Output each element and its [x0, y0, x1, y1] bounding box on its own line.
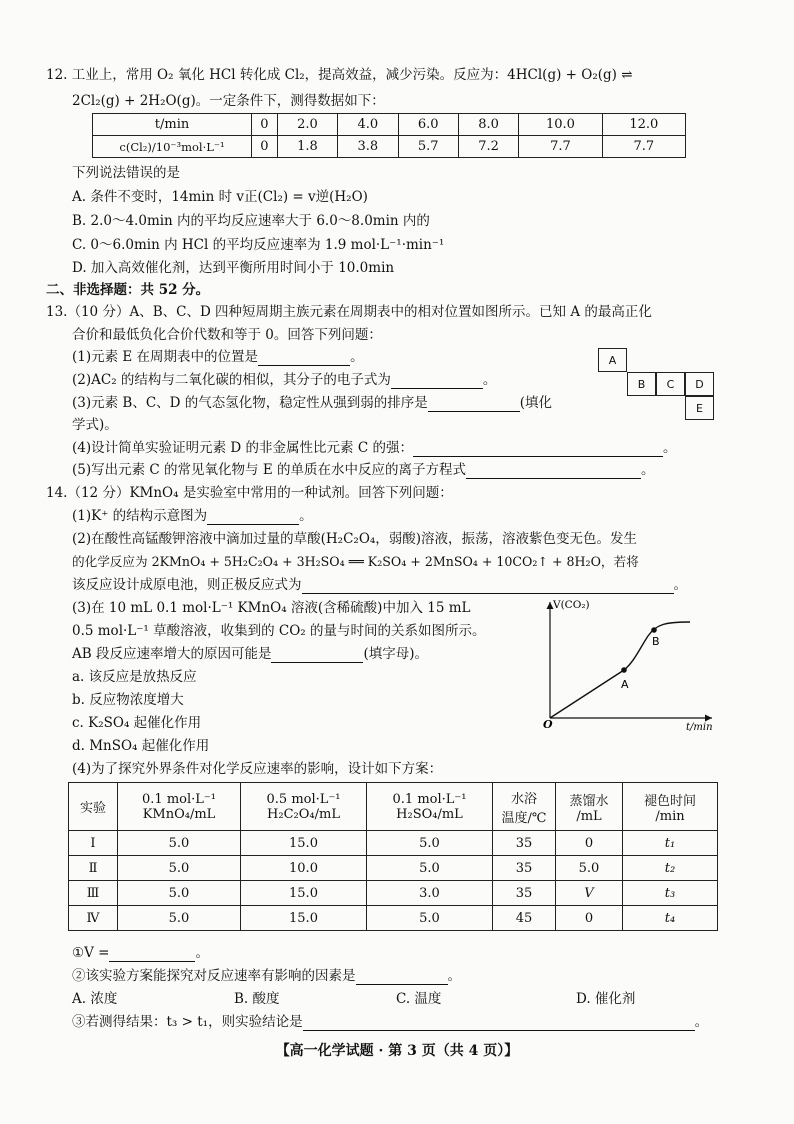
answer-blank[interactable]	[391, 374, 483, 389]
header-cell: 0.1 mol·L⁻¹ KMnO₄/mL	[118, 783, 241, 831]
point-b-marker	[651, 627, 657, 633]
q14-experiment-table	[68, 782, 718, 931]
table-cell: Ⅲ	[69, 881, 118, 906]
q13-part1-text: (1)元素 E 在周期表中的位置是	[72, 349, 259, 365]
table-cell: 15.0	[241, 906, 367, 931]
table-cell: 5.0	[118, 906, 241, 931]
q13-part3-suffix: (填化	[519, 395, 553, 411]
period: 。	[350, 349, 364, 365]
time-cell: 2.0	[277, 114, 337, 136]
conc-cell: 5.7	[398, 136, 458, 158]
table-cell: Ⅳ	[69, 906, 118, 931]
period: 。	[673, 577, 687, 593]
point-a-label: A	[621, 678, 629, 691]
header-cell: 实验	[69, 783, 118, 831]
q12-data-table	[92, 113, 686, 158]
table-cell: 0	[556, 831, 623, 856]
table-cell: t₄	[623, 906, 718, 931]
q14-part2-text: 该反应设计成原电池，则正极反应式为	[72, 577, 302, 593]
q12-question: 下列说法错误的是	[72, 165, 180, 181]
q14-part3-line1: (3)在 10 mL 0.1 mol·L⁻¹ KMnO₄ 溶液(含稀硫酸)中加入 15 mL	[72, 600, 471, 616]
q14-part3-line3	[72, 645, 428, 663]
table-cell: 15.0	[241, 881, 367, 906]
table-cell: 5.0	[367, 831, 493, 856]
co2-curve	[550, 622, 690, 718]
q14-part3-text: AB 段反应速率增大的原因可能是	[72, 646, 272, 662]
table-header-row	[69, 783, 718, 831]
q12-option-b: B. 2.0～4.0min 内的平均反应速率大于 6.0～8.0min 内的	[72, 213, 430, 229]
table-cell: t₃	[623, 881, 718, 906]
point-b-label: B	[652, 635, 660, 648]
q13-intro1: 13.（10 分）A、B、C、D 四种短周期主族元素在周期表中的相对位置如图所示。已知 A 的最高正化	[46, 304, 652, 320]
q13-part2-text: (2)AC₂ 的结构与二氧化碳的相似，其分子的电子式为	[72, 372, 391, 388]
table-cell: 10.0	[241, 856, 367, 881]
period: 。	[694, 1014, 709, 1030]
answer-blank[interactable]	[428, 397, 520, 412]
q14-part1	[72, 507, 313, 525]
answer-blank[interactable]	[466, 464, 641, 479]
conc-cell: 3.8	[338, 136, 398, 158]
period: 。	[447, 968, 461, 984]
table-cell: t₂	[623, 856, 718, 881]
conc-label-cell: c(Cl₂)/10⁻³mol·L⁻¹	[93, 136, 252, 158]
q14-sub2-option-c: C. 温度	[396, 991, 442, 1007]
period: 。	[299, 508, 313, 524]
q13-part1	[72, 348, 364, 366]
q12-time-row	[93, 114, 686, 136]
time-cell: 12.0	[602, 114, 685, 136]
period: 。	[482, 372, 497, 388]
conc-cell: 1.8	[277, 136, 337, 158]
header-cell: 褪色时间 /min	[623, 783, 718, 831]
section-header: 二、非选择题：共 52 分。	[46, 282, 210, 298]
conc-cell: 7.7	[519, 136, 602, 158]
table-row	[69, 881, 718, 906]
q13-part4	[72, 439, 676, 457]
table-row	[69, 856, 718, 881]
answer-blank[interactable]	[303, 1016, 695, 1031]
q14-part1-text: (1)K⁺ 的结构示意图为	[72, 508, 208, 524]
table-row	[69, 831, 718, 856]
point-a-marker	[621, 667, 627, 673]
table-cell: 5.0	[556, 856, 623, 881]
table-cell: Ⅰ	[69, 831, 118, 856]
q14-sub2-option-d: D. 催化剂	[576, 991, 636, 1007]
q13-part2	[72, 371, 496, 389]
q14-part2-line3	[72, 576, 687, 594]
answer-blank[interactable]	[302, 579, 674, 594]
header-cell: 蒸馏水 /mL	[556, 783, 623, 831]
answer-blank[interactable]	[271, 648, 363, 663]
q12-conc-row	[93, 136, 686, 158]
q14-part2-line1: (2)在酸性高锰酸钾溶液中滴加过量的草酸(H₂C₂O₄，弱酸)溶液，振荡，溶液紫色变无色。发生	[72, 531, 638, 547]
q13-intro2: 合价和最低负化合价代数和等于 0。回答下列问题：	[72, 327, 382, 343]
table-cell: 5.0	[367, 856, 493, 881]
q14-sub2-text: ②该实验方案能探究对反应速率有影响的因素是	[72, 968, 356, 984]
q13-part4-text: (4)设计简单实验证明元素 D 的非金属性比元素 C 的强：	[72, 440, 413, 456]
y-axis-label: V(CO₂)	[553, 599, 590, 611]
element-cell-d: D	[685, 372, 714, 396]
q13-part3-cont: 学式)。	[72, 417, 118, 433]
q14-sub2	[72, 967, 461, 985]
q14-part4: (4)为了探究外界条件对化学反应速率的影响，设计如下方案：	[72, 761, 443, 777]
table-cell: 3.0	[367, 881, 493, 906]
q14-intro: 14.（12 分）KMnO₄ 是实验室中常用的一种试剂。回答下列问题：	[46, 485, 453, 501]
q14-sub3-text: ③若测得结果：t₃ > t₁，则实验结论是	[72, 1014, 303, 1030]
element-cell-c: C	[656, 372, 685, 396]
origin-label: O	[543, 718, 553, 731]
q14-sub1	[72, 944, 209, 962]
element-cell-a: A	[598, 348, 627, 372]
periodic-table-fragment	[596, 348, 716, 424]
co2-volume-graph	[540, 596, 720, 732]
q14-choice-d: d. MnSO₄ 起催化作用	[72, 738, 210, 754]
time-cell: 10.0	[519, 114, 602, 136]
q14-choice-b: b. 反应物浓度增大	[72, 692, 184, 708]
table-row	[69, 906, 718, 931]
period: 。	[640, 462, 655, 478]
element-cell-b: B	[627, 372, 656, 396]
q14-part3-line2: 0.5 mol·L⁻¹ 草酸溶液，收集到的 CO₂ 的量与时间的关系如图所示。	[72, 623, 486, 639]
conc-cell: 7.7	[602, 136, 685, 158]
q12-line1: 12. 工业上，常用 O₂ 氧化 HCl 转化成 Cl₂，提高效益，减少污染。反应为：4HCl(g) + O₂(g) ⇌	[46, 67, 633, 83]
time-cell: 8.0	[458, 114, 518, 136]
answer-blank[interactable]	[207, 510, 299, 525]
time-cell: 0	[252, 114, 278, 136]
table-cell: 5.0	[118, 881, 241, 906]
answer-blank[interactable]	[356, 970, 448, 985]
table-cell: 35	[493, 856, 556, 881]
table-cell: 5.0	[118, 831, 241, 856]
q14-choice-a: a. 该反应是放热反应	[72, 669, 197, 685]
table-cell: 0	[556, 906, 623, 931]
q14-choice-c: c. K₂SO₄ 起催化作用	[72, 715, 202, 731]
q13-part5	[72, 461, 654, 479]
q12-option-a: A. 条件不变时，14min 时 v正(Cl₂) = v逆(H₂O)	[72, 189, 368, 205]
q14-part3-suffix: (填字母)。	[363, 646, 429, 662]
page-footer: 【高一化学试题 · 第 3 页（共 4 页）】	[275, 1043, 519, 1059]
q12-option-c: C. 0～6.0min 内 HCl 的平均反应速率为 1.9 mol·L⁻¹·min⁻¹	[72, 237, 445, 253]
time-cell: 4.0	[338, 114, 398, 136]
q14-sub3	[72, 1013, 708, 1031]
header-cell: 0.1 mol·L⁻¹ H₂SO₄/mL	[367, 783, 493, 831]
q14-part2-line2: 的化学反应为 2KMnO₄ + 5H₂C₂O₄ + 3H₂SO₄ ══ K₂SO₄ + 2MnSO₄ + 10CO₂↑ + 8H₂O，若将	[72, 554, 639, 569]
table-cell: 35	[493, 831, 556, 856]
conc-cell: 0	[252, 136, 278, 158]
answer-blank[interactable]	[413, 442, 663, 457]
q13-part5-text: (5)写出元素 C 的常见氧化物与 E 的单质在水中反应的离子方程式	[72, 462, 466, 478]
period: 。	[662, 440, 677, 456]
table-cell: 35	[493, 881, 556, 906]
table-cell: 5.0	[118, 856, 241, 881]
q13-part3-text: (3)元素 B、C、D 的气态氢化物，稳定性从强到弱的排序是	[72, 395, 428, 411]
table-cell: t₁	[623, 831, 718, 856]
q13-part3	[72, 394, 552, 412]
table-cell: V	[556, 881, 623, 906]
q12-option-d: D. 加入高效催化剂，达到平衡所用时间小于 10.0min	[72, 260, 395, 276]
element-cell-e: E	[685, 396, 714, 420]
x-axis-label: t/min	[686, 722, 713, 732]
q14-sub2-option-b: B. 酸度	[234, 991, 280, 1007]
q12-line2: 2Cl₂(g) + 2H₂O(g)。一定条件下，测得数据如下：	[72, 93, 385, 109]
time-cell: 6.0	[398, 114, 458, 136]
answer-blank[interactable]	[109, 947, 195, 962]
conc-cell: 7.2	[458, 136, 518, 158]
table-cell: 5.0	[367, 906, 493, 931]
answer-blank[interactable]	[258, 351, 350, 366]
q14-sub1-text: ①V =	[72, 945, 110, 961]
q14-sub2-option-a: A. 浓度	[72, 991, 118, 1007]
header-cell: 水浴 温度/℃	[493, 783, 556, 831]
header-cell: 0.5 mol·L⁻¹ H₂C₂O₄/mL	[241, 783, 367, 831]
time-label-cell: t/min	[93, 114, 252, 136]
table-cell: 15.0	[241, 831, 367, 856]
period: 。	[195, 945, 209, 961]
table-cell: 45	[493, 906, 556, 931]
table-cell: Ⅱ	[69, 856, 118, 881]
